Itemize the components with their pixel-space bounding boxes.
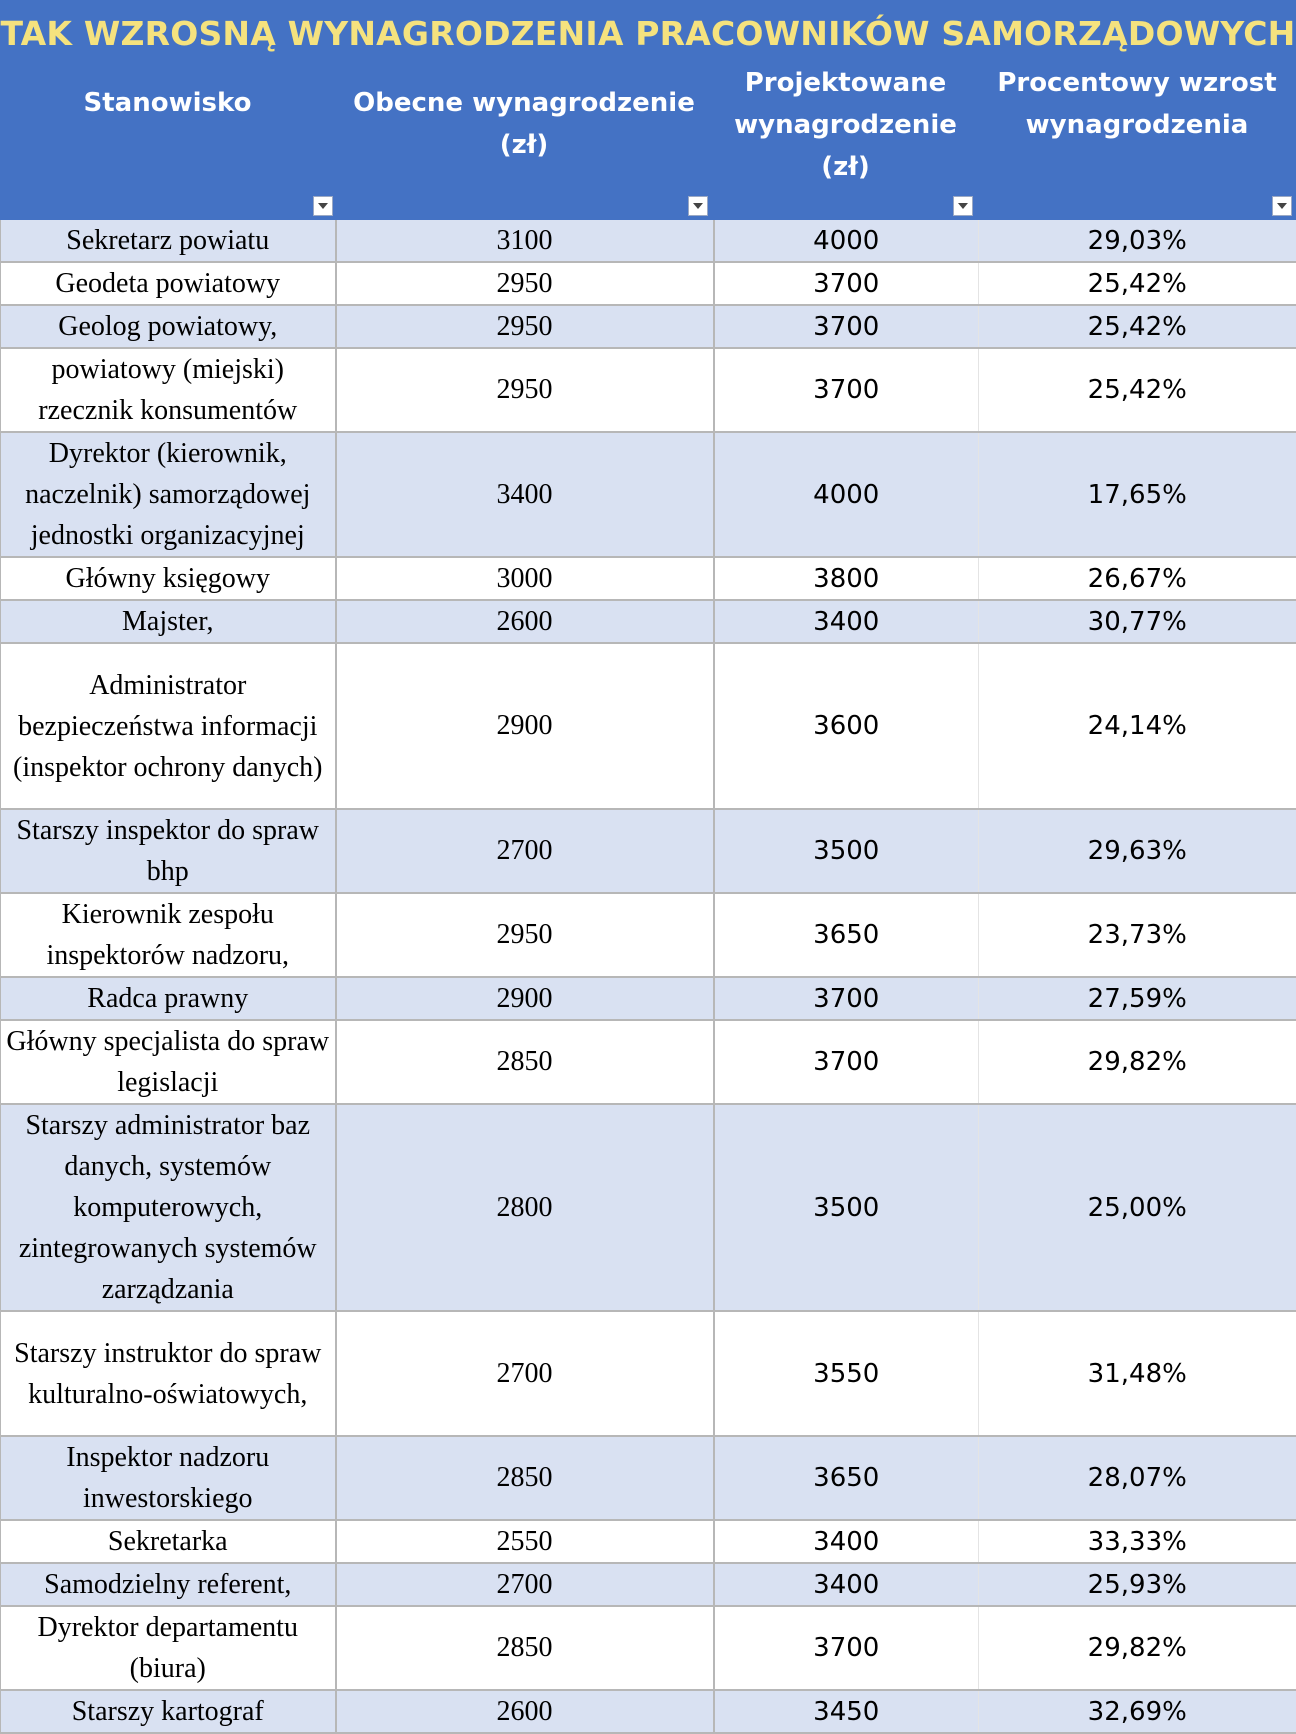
header-label-current-salary: Obecne wynagrodzenie (zł): [335, 82, 713, 166]
table-row: [1, 809, 1296, 893]
cell-percent-increase[interactable]: 25,42%: [979, 262, 1296, 305]
table-row: [1, 557, 1296, 600]
cell-percent-increase[interactable]: 29,63%: [979, 809, 1296, 893]
table-row: [1, 1563, 1296, 1606]
cell-projected-salary[interactable]: 3700: [714, 305, 979, 348]
cell-projected-salary[interactable]: 3700: [714, 262, 979, 305]
cell-current-salary[interactable]: 2700: [336, 1563, 714, 1606]
header-label-position: Stanowisko: [84, 82, 252, 124]
cell-percent-increase[interactable]: 28,07%: [979, 1436, 1296, 1520]
filter-button-percent-increase[interactable]: [1272, 196, 1292, 216]
cell-current-salary[interactable]: 2950: [336, 348, 714, 432]
table-row: [1, 1436, 1296, 1520]
cell-position[interactable]: Starszy inspektor do spraw bhp: [1, 809, 336, 893]
cell-position[interactable]: Kierownik zespołu inspektorów nadzoru,: [1, 893, 336, 977]
table-row: [1, 432, 1296, 557]
cell-percent-increase[interactable]: 23,73%: [979, 893, 1296, 977]
table-row: [1, 1020, 1296, 1104]
cell-position[interactable]: Sekretarka: [1, 1520, 336, 1563]
cell-current-salary[interactable]: 2550: [336, 1520, 714, 1563]
cell-position[interactable]: Geolog powiatowy,: [1, 305, 336, 348]
table-row: [1, 1690, 1296, 1733]
cell-projected-salary[interactable]: 3600: [714, 643, 979, 809]
cell-current-salary[interactable]: 2850: [336, 1020, 714, 1104]
cell-percent-increase[interactable]: 31,48%: [979, 1311, 1296, 1436]
cell-position[interactable]: powiatowy (miejski) rzecznik konsumentów: [1, 348, 336, 432]
cell-percent-increase[interactable]: 26,67%: [979, 557, 1296, 600]
table-row: [1, 1311, 1296, 1436]
cell-position[interactable]: Główny specjalista do spraw legislacji: [1, 1020, 336, 1104]
cell-percent-increase[interactable]: 29,82%: [979, 1606, 1296, 1690]
cell-current-salary[interactable]: 2950: [336, 262, 714, 305]
cell-position[interactable]: Starszy kartograf: [1, 1690, 336, 1733]
cell-projected-salary[interactable]: 3550: [714, 1311, 979, 1436]
cell-position[interactable]: Inspektor nadzoru inwestorskiego: [1, 1436, 336, 1520]
table-row: [1, 1606, 1296, 1690]
cell-percent-increase[interactable]: 25,42%: [979, 305, 1296, 348]
cell-position[interactable]: Radca prawny: [1, 977, 336, 1020]
table-row: [1, 1104, 1296, 1311]
header-cell-current-salary: [335, 62, 713, 212]
cell-percent-increase[interactable]: 17,65%: [979, 432, 1296, 557]
cell-percent-increase[interactable]: 27,59%: [979, 977, 1296, 1020]
cell-position[interactable]: Główny księgowy: [1, 557, 336, 600]
dropdown-arrow-icon: [692, 202, 704, 210]
cell-position[interactable]: Administrator bezpieczeństwa informacji (inspektor ochrony danych): [1, 643, 336, 809]
table-row: [1, 305, 1296, 348]
cell-position[interactable]: Starszy administrator baz danych, systemów komputerowych, zintegrowanych systemów zarządzania: [1, 1104, 336, 1311]
header-cell-projected-salary: [713, 62, 978, 212]
cell-projected-salary[interactable]: 3800: [714, 557, 979, 600]
cell-projected-salary[interactable]: 4000: [714, 220, 979, 262]
filter-button-current-salary[interactable]: [688, 196, 708, 216]
cell-current-salary[interactable]: 2600: [336, 600, 714, 643]
cell-current-salary[interactable]: 3000: [336, 557, 714, 600]
header-label-projected-salary: Projektowane wynagrodzenie (zł): [716, 62, 976, 188]
cell-projected-salary[interactable]: 3500: [714, 809, 979, 893]
cell-position[interactable]: Dyrektor (kierownik, naczelnik) samorządowej jednostki organizacyjnej: [1, 432, 336, 557]
header-cell-percent-increase: [978, 62, 1296, 212]
cell-projected-salary[interactable]: 3700: [714, 348, 979, 432]
cell-current-salary[interactable]: 3400: [336, 432, 714, 557]
cell-current-salary[interactable]: 2600: [336, 1690, 714, 1733]
table-row: [1, 600, 1296, 643]
cell-percent-increase[interactable]: 30,77%: [979, 600, 1296, 643]
cell-projected-salary[interactable]: 3400: [714, 1520, 979, 1563]
table-header: [0, 0, 1296, 220]
cell-projected-salary[interactable]: 3400: [714, 600, 979, 643]
dropdown-arrow-icon: [957, 202, 969, 210]
table-row: [1, 1520, 1296, 1563]
table-row: [1, 262, 1296, 305]
filter-button-projected-salary[interactable]: [953, 196, 973, 216]
cell-percent-increase[interactable]: 25,42%: [979, 348, 1296, 432]
header-label-percent-increase: Procentowy wzrost wynagrodzenia: [992, 62, 1282, 146]
cell-current-salary[interactable]: 2950: [336, 305, 714, 348]
dropdown-arrow-icon: [317, 202, 329, 210]
table-row: [1, 348, 1296, 432]
cell-percent-increase[interactable]: 25,00%: [979, 1104, 1296, 1311]
cell-current-salary[interactable]: 2900: [336, 643, 714, 809]
cell-position[interactable]: Starszy instruktor do spraw kulturalno-oświatowych,: [1, 1311, 336, 1436]
cell-current-salary[interactable]: 2800: [336, 1104, 714, 1311]
page-title: TAK WZROSNĄ WYNAGRODZENIA PRACOWNIKÓW SAMORZĄDOWYCH: [0, 14, 1296, 53]
cell-projected-salary[interactable]: 3500: [714, 1104, 979, 1311]
cell-projected-salary[interactable]: 3650: [714, 893, 979, 977]
cell-position[interactable]: Samodzielny referent,: [1, 1563, 336, 1606]
cell-projected-salary[interactable]: 3650: [714, 1436, 979, 1520]
cell-projected-salary[interactable]: 3700: [714, 1606, 979, 1690]
cell-current-salary[interactable]: 2850: [336, 1436, 714, 1520]
cell-current-salary[interactable]: 2950: [336, 893, 714, 977]
cell-percent-increase[interactable]: 32,69%: [979, 1690, 1296, 1733]
salary-table: [0, 220, 1296, 1734]
header-cell-position: [0, 62, 335, 212]
cell-current-salary[interactable]: 2700: [336, 1311, 714, 1436]
cell-projected-salary[interactable]: 3400: [714, 1563, 979, 1606]
cell-position[interactable]: Dyrektor departamentu (biura): [1, 1606, 336, 1690]
cell-projected-salary[interactable]: 3700: [714, 977, 979, 1020]
cell-current-salary[interactable]: 2850: [336, 1606, 714, 1690]
cell-percent-increase[interactable]: 29,82%: [979, 1020, 1296, 1104]
cell-percent-increase[interactable]: 24,14%: [979, 643, 1296, 809]
table-row: [1, 977, 1296, 1020]
cell-position[interactable]: Majster,: [1, 600, 336, 643]
cell-current-salary[interactable]: 3100: [336, 220, 714, 262]
cell-projected-salary[interactable]: 4000: [714, 432, 979, 557]
cell-projected-salary[interactable]: 3450: [714, 1690, 979, 1733]
cell-position[interactable]: Sekretarz powiatu: [1, 220, 336, 262]
cell-current-salary[interactable]: 2900: [336, 977, 714, 1020]
cell-percent-increase[interactable]: 25,93%: [979, 1563, 1296, 1606]
filter-button-position[interactable]: [313, 196, 333, 216]
cell-projected-salary[interactable]: 3700: [714, 1020, 979, 1104]
table-row: [1, 220, 1296, 262]
table-row: [1, 643, 1296, 809]
cell-percent-increase[interactable]: 29,03%: [979, 220, 1296, 262]
cell-percent-increase[interactable]: 33,33%: [979, 1520, 1296, 1563]
cell-position[interactable]: Geodeta powiatowy: [1, 262, 336, 305]
table-row: [1, 893, 1296, 977]
cell-current-salary[interactable]: 2700: [336, 809, 714, 893]
dropdown-arrow-icon: [1276, 202, 1288, 210]
